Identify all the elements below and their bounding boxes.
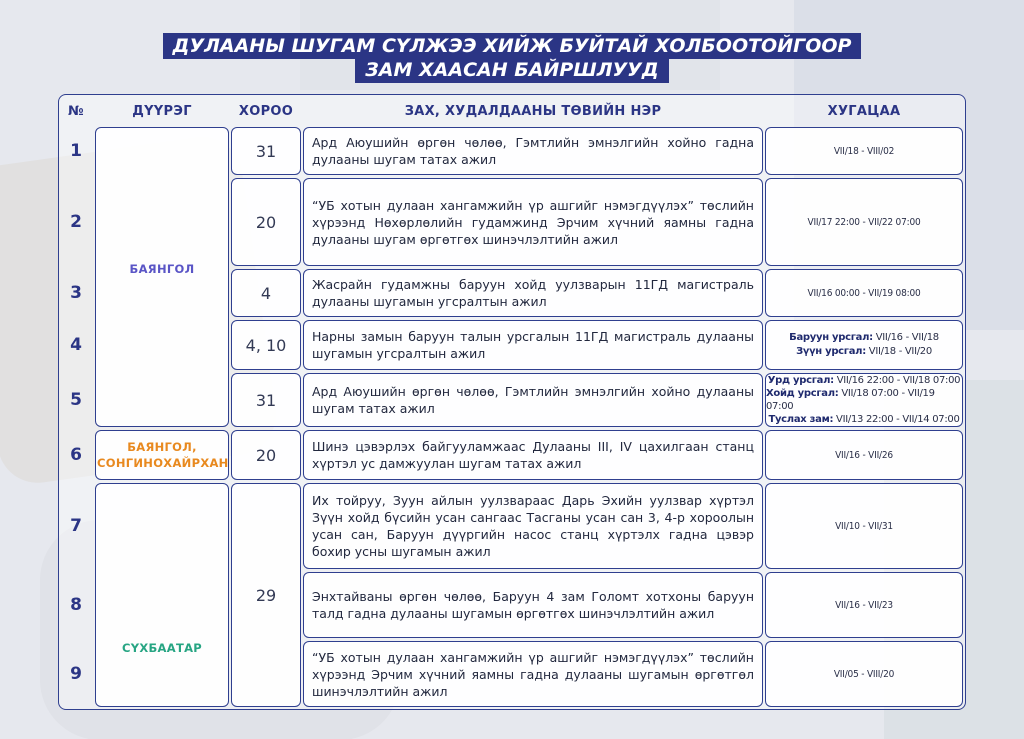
- row-6-num: 6: [70, 445, 82, 465]
- row-5-duration-line-3: Туслах зам: VII/13 22:00 - VII/14 07:00: [768, 414, 960, 425]
- row-6-khoroo: 20: [231, 430, 301, 480]
- row-1-khoroo: 31: [231, 127, 301, 175]
- title-line-2: ЗАМ ХААСАН БАЙРШЛУУД: [355, 57, 668, 83]
- district-group-bayangol: [95, 127, 229, 427]
- row-8-duration: VII/16 - VII/23: [765, 572, 963, 638]
- header-duration: ХУГАЦАА: [827, 103, 901, 119]
- row-4-num: 4: [70, 335, 82, 355]
- row-6-name: Шинэ цэвэрлэх байгууламжаас Дулааны III, IV цахилгаан станц хүртэл ус дамжуулан шугам татах ажил: [303, 430, 763, 480]
- row-1-name: Ард Аюушийн өргөн чөлөө, Гэмтлийн эмнэлгийн хойно гадна дулааны шугам татах ажил: [303, 127, 763, 175]
- district-label-bayangol: БАЯНГОЛ: [129, 262, 195, 276]
- row-4-duration: [765, 320, 963, 370]
- row-1-duration: VII/18 - VIII/02: [765, 127, 963, 175]
- row-6-duration: VII/16 - VII/26: [765, 430, 963, 480]
- page-title: [0, 34, 1024, 82]
- row-4-duration-line-2: Зүүн урсгал: VII/18 - VII/20: [796, 346, 932, 357]
- district-group-sukhbaatar: [95, 483, 229, 707]
- row-1-num: 1: [70, 141, 82, 161]
- row-7-duration: VII/10 - VII/31: [765, 483, 963, 569]
- row-7-num: 7: [70, 516, 82, 536]
- header-name: ЗАХ, ХУДАЛДААНЫ ТӨВИЙН НЭР: [404, 103, 662, 119]
- roads-table: [58, 94, 966, 710]
- row-7-khoroo: 29: [231, 483, 301, 707]
- row-5-duration-line-1: Урд урсгал: VII/16 22:00 - VII/18 07:00: [767, 375, 961, 386]
- row-8-name: Энхтайваны өргөн чөлөө, Баруун 4 зам Голомт хотхоны баруун талд гадна дулааны шугамын өргөтгөх шинэчлэлтийн ажил: [303, 572, 763, 638]
- row-3-name: Жасрайн гудамжны баруун хойд уулзварын 11ГД магистраль дулааны шугамын угсралтын ажил: [303, 269, 763, 317]
- row-4-name: Нарны замын баруун талын урсгалын 11ГД магистраль дулааны шугамын угсралтын ажил: [303, 320, 763, 370]
- row-5-khoroo: 31: [231, 373, 301, 427]
- row-3-num: 3: [70, 283, 82, 303]
- row-4-khoroo: 4, 10: [231, 320, 301, 370]
- header-district: ДҮҮРЭГ: [132, 103, 192, 119]
- row-5-name: Ард Аюушийн өргөн чөлөө, Гэмтлийн эмнэлгийн хойно дулааны шугам татах ажил: [303, 373, 763, 427]
- row-3-khoroo: 4: [231, 269, 301, 317]
- row-9-duration: VII/05 - VIII/20: [765, 641, 963, 707]
- row-9-num: 9: [70, 664, 82, 684]
- row-2-num: 2: [70, 212, 82, 232]
- row-3-duration: VII/16 00:00 - VII/19 08:00: [765, 269, 963, 317]
- row-2-duration: VII/17 22:00 - VII/22 07:00: [765, 178, 963, 266]
- row-5-duration-line-2: Хойд урсгал: VII/18 07:00 - VII/19 07:00: [766, 388, 935, 412]
- row-2-name: “УБ хотын дулаан хангамжийн үр ашгийг нэмэгдүүлэх” төслийн хүрээнд Нөхөрлөлийн гудамжинд Эрчим хүчний яамны гадна дулааны шугам өргөтгөх шинэчлэлтийн ажил: [303, 178, 763, 266]
- district-label-bayangol-songino: БАЯНГОЛ, СОНГИНОХАЙРХАН: [97, 440, 229, 470]
- row-5-num: 5: [70, 390, 82, 410]
- district-label-sukhbaatar: СҮХБААТАР: [121, 641, 203, 655]
- row-4-duration-line-1: Баруун урсгал: VII/16 - VII/18: [789, 332, 939, 343]
- header-khoroo: ХОРОО: [238, 103, 294, 119]
- row-8-num: 8: [70, 595, 82, 615]
- row-5-duration: [765, 373, 963, 427]
- header-num: №: [68, 103, 84, 119]
- row-9-name: “УБ хотын дулаан хангамжийн үр ашгийг нэмэгдүүлэх” төслийн хүрээнд Эрчим хүчний яамны гадна дулааны шугамын өргөтгөл шинэчлэлтийн ажил: [303, 641, 763, 707]
- row-7-name: Их тойруу, Зуун айлын уулзвараас Дарь Эхийн уулзвар хүртэл Зүүн хойд бүсийн усан сангаас Тасганы усан сан 3, 4-р хороолын усан сан, Баруун дүүргийн насос станц хүртэлх гадна цэвэр бохир усны шугамын ажил: [303, 483, 763, 569]
- row-2-khoroo: 20: [231, 178, 301, 266]
- title-line-1: ДУЛААНЫ ШУГАМ СҮЛЖЭЭ ХИЙЖ БУЙТАЙ ХОЛБООТОЙГООР: [163, 33, 862, 59]
